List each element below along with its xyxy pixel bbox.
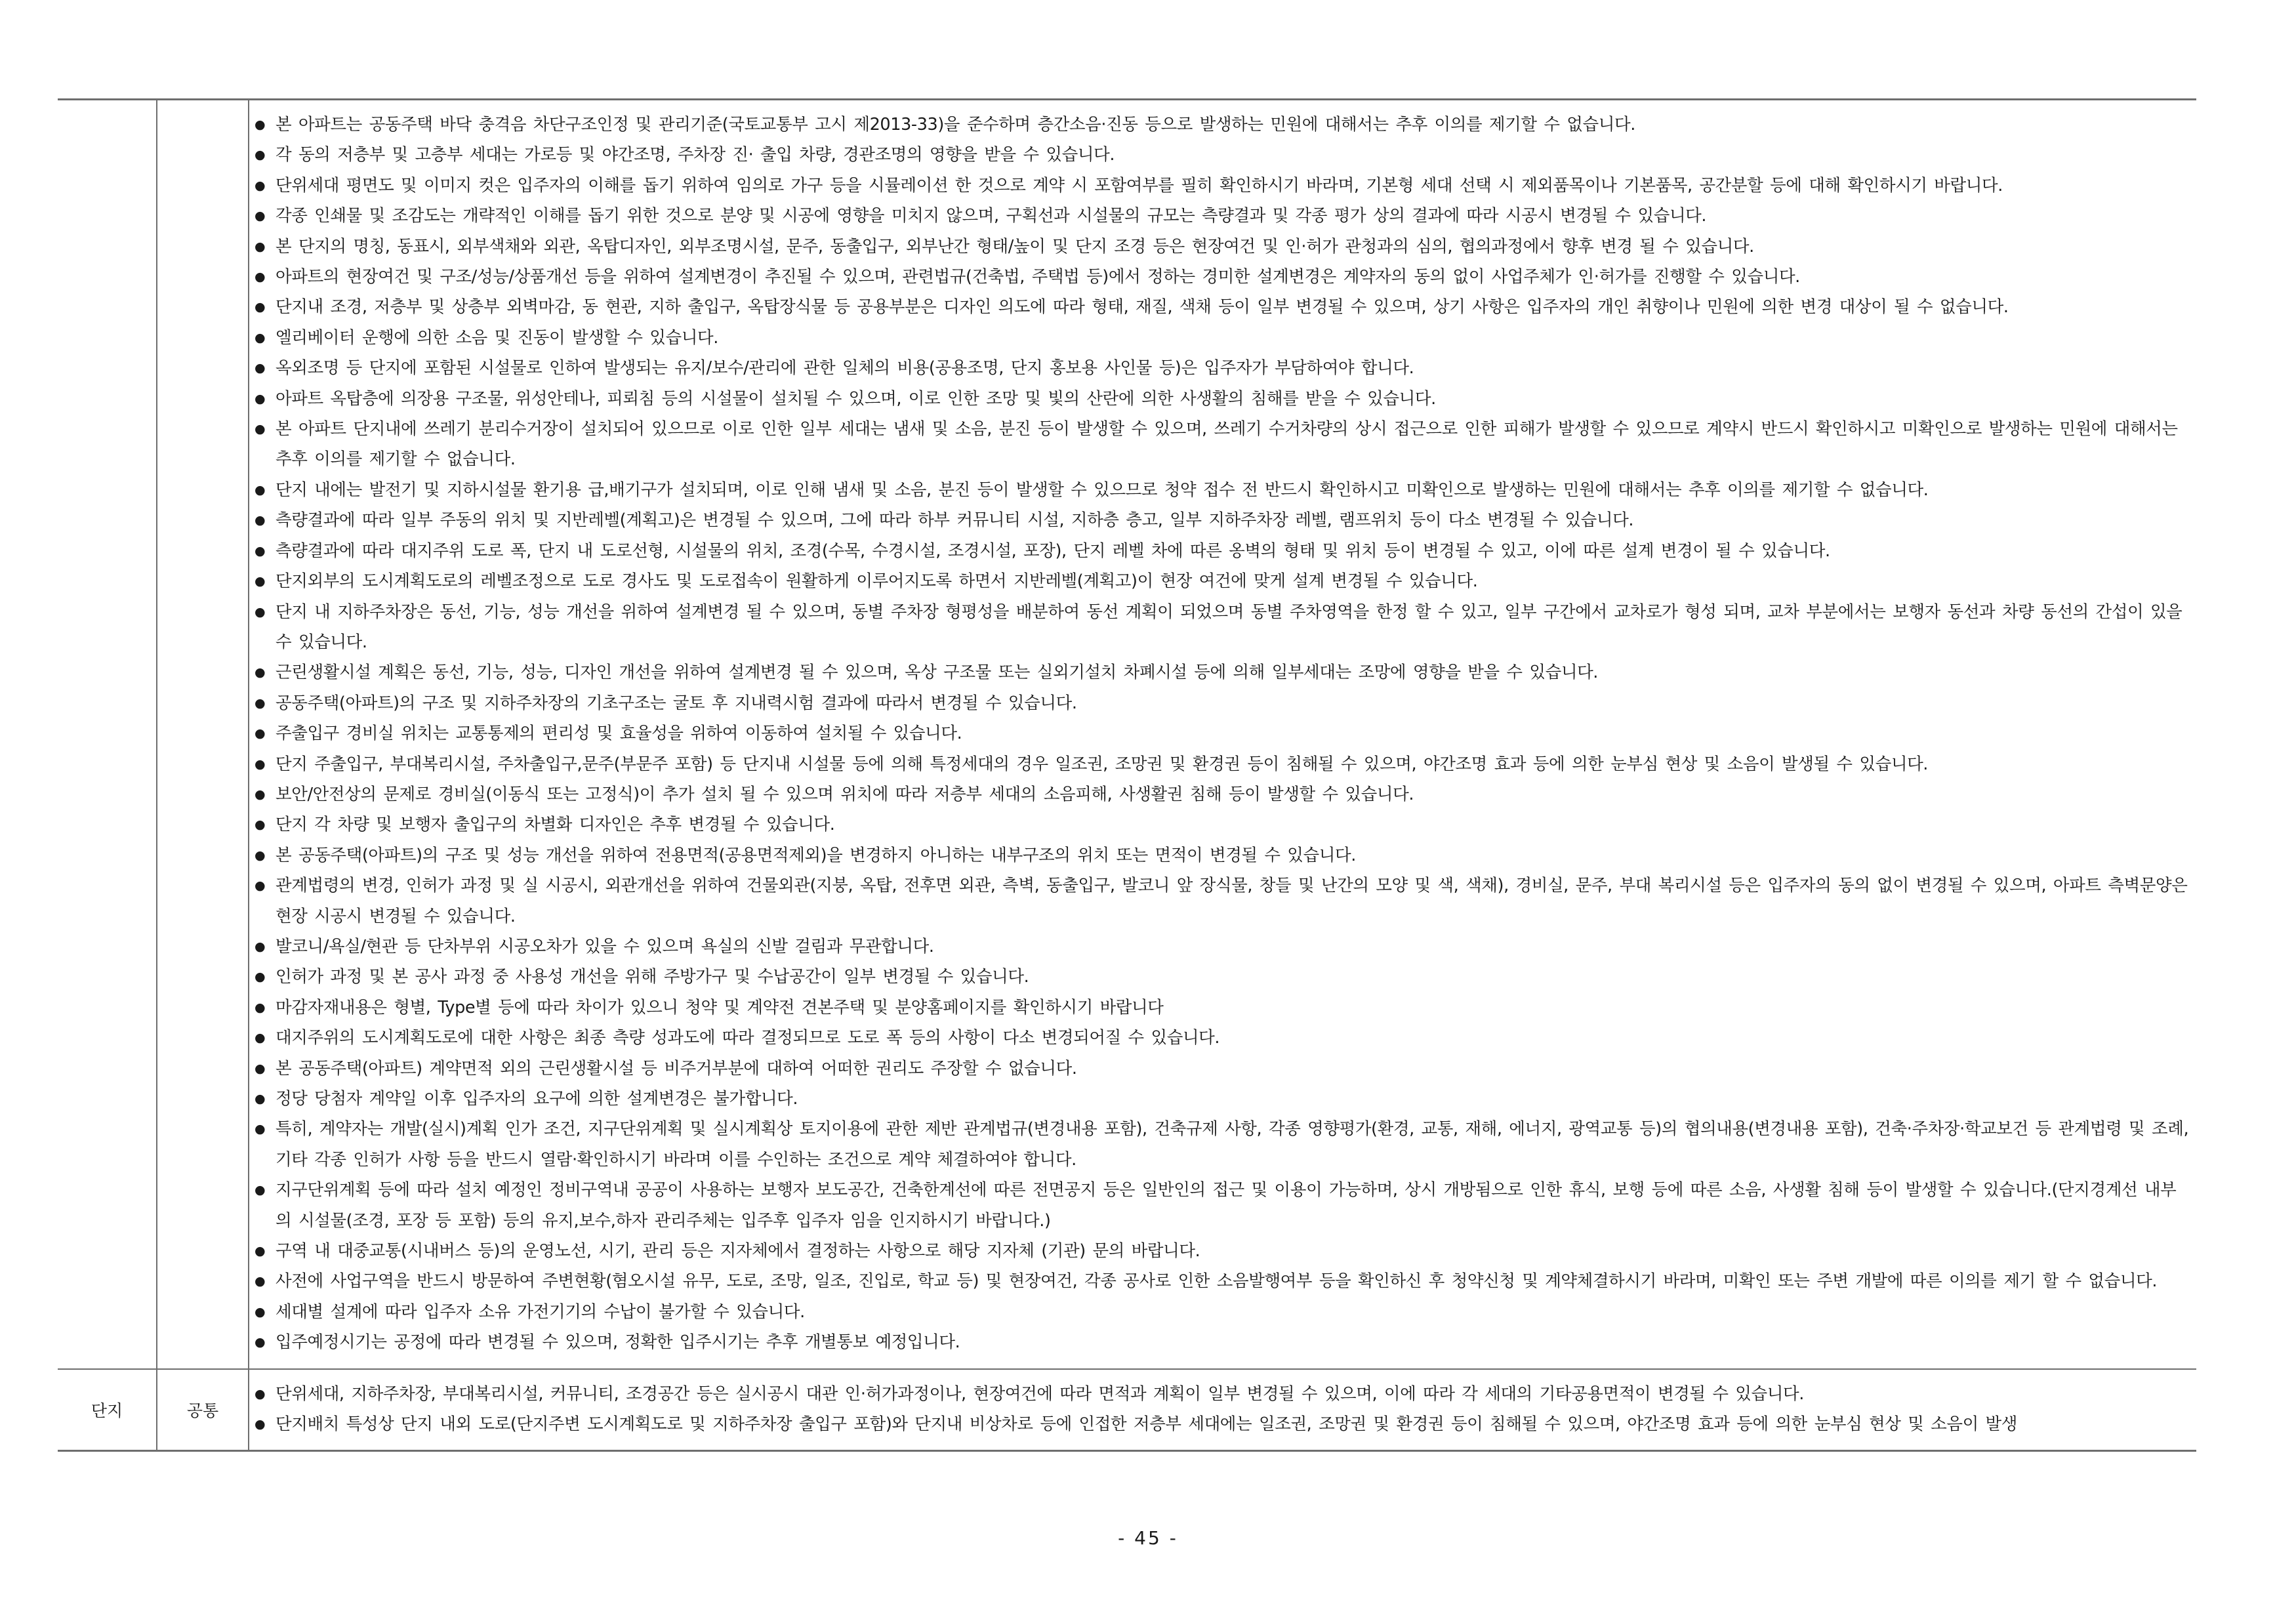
subcategory-cell <box>157 100 249 1369</box>
list-item-text: 단지 각 차량 및 보행자 출입구의 차별화 디자인은 추후 변경될 수 있습니다. <box>276 815 835 835</box>
bullet-icon: ● <box>255 1000 266 1015</box>
bullet-icon: ● <box>255 726 266 741</box>
bullet-icon: ● <box>255 270 266 285</box>
bullet-icon: ● <box>255 361 266 376</box>
list-item <box>255 505 2190 535</box>
list-item-text: 단지내 조경, 저층부 및 상층부 외벽마감, 동 현관, 지하 출입구, 옥탑장식물 등 공용부분은 디자인 의도에 따라 형태, 재질, 색채 등이 일부 변경될 수 있으며, 상기 사항은 입주자의 개인 취향이나 민원에 의한 변경 대상이 될 수 없습니다. <box>276 297 2009 318</box>
list-item <box>255 353 2190 383</box>
list-item-text: 본 단지의 명칭, 동표시, 외부색채와 외관, 옥탑디자인, 외부조명시설, 문주, 동출입구, 외부난간 형태/높이 및 단지 조경 등은 현장여건 및 인·허가 관청과의 심의, 협의과정에서 향후 변경 될 수 있습니다. <box>276 236 1754 256</box>
bullet-icon: ● <box>255 117 266 132</box>
bullet-icon: ● <box>255 1274 266 1289</box>
bullet-icon: ● <box>255 1244 266 1259</box>
list-item <box>255 384 2190 414</box>
list-item-text: 관계법령의 변경, 인허가 과정 및 실 시공시, 외관개선을 위하여 건물외관(지붕, 옥탑, 전후면 외관, 측벽, 동출입구, 발코니 앞 장식물, 창들 및 난간의 모양 및 색, 색채), 경비실, 문주, 부대 복리시설 등은 입주자의 동의 없이 변경될 수 있으며, 아파트 측벽문양은 현장 시공시 변경될 수 있습니다. <box>276 876 2188 926</box>
category-cell <box>58 100 157 1369</box>
list-item <box>255 688 2190 718</box>
list-item-text: 단지 주출입구, 부대복리시설, 주차출입구,문주(부문주 포함) 등 단지내 시설물 등에 의해 특정세대의 경우 일조권, 조망권 및 환경권 등이 침해될 수 있으며, 야간조명 효과 등에 의한 눈부심 현상 및 소음이 발생될 수 있습니다. <box>276 754 1929 774</box>
bullet-icon: ● <box>255 604 266 619</box>
bullet-icon: ● <box>255 970 266 985</box>
list-item <box>255 536 2190 566</box>
list-item-text: 단지 내에는 발전기 및 지하시설물 환기용 급,배기구가 설치되며, 이로 인해 냄새 및 소음, 분진 등이 발생할 수 있으므로 청약 접수 전 반드시 확인하시고 미확인으로 발생하는 민원에 대해서는 추후 이의를 제기할 수 없습니다. <box>276 480 1929 500</box>
list-item <box>255 871 2190 932</box>
list-item <box>255 110 2190 140</box>
bullet-icon: ● <box>255 1122 266 1137</box>
bullet-icon: ● <box>255 239 266 254</box>
list-item-text: 옥외조명 등 단지에 포함된 시설물로 인하여 발생되는 유지/보수/관리에 관한 일체의 비용(공용조명, 단지 홍보용 사인물 등)은 입주자가 부담하여야 합니다. <box>276 358 1414 379</box>
list-item <box>255 749 2190 779</box>
bullet-icon: ● <box>255 330 266 345</box>
bullet-icon: ● <box>255 300 266 315</box>
list-item <box>255 1409 2190 1439</box>
list-item <box>255 1266 2190 1296</box>
list-item <box>255 932 2190 962</box>
list-item-text: 측량결과에 따라 대지주위 도로 폭, 단지 내 도로선형, 시설물의 위치, 조경(수목, 수경시설, 조경시설, 포장), 단지 레벨 차에 따른 옹벽의 형태 및 위치 등이 변경될 수 있고, 이에 따른 설계 변경이 될 수 있습니다. <box>276 541 1830 561</box>
list-item-text: 각종 인쇄물 및 조감도는 개략적인 이해를 돕기 위한 것으로 분양 및 시공에 영향을 미치지 않으며, 구획선과 시설물의 규모는 측량결과 및 각종 평가 상의 결과에 따라 시공시 변경될 수 있습니다. <box>276 206 1707 226</box>
list-item-text: 본 공동주택(아파트)의 구조 및 성능 개선을 위하여 전용면적(공용면적제외)을 변경하지 아니하는 내부구조의 위치 또는 면적이 변경될 수 있습니다. <box>276 845 1356 865</box>
list-item-text: 사전에 사업구역을 반드시 방문하여 주변현황(혐오시설 유무, 도로, 조망, 일조, 진입로, 학교 등) 및 현장여건, 각종 공사로 인한 소음발행여부 등을 확인하신 후 청약신청 및 계약체결하시기 바라며, 미확인 또는 주변 개발에 따른 이의를 제기 할 수 없습니다. <box>276 1271 2158 1292</box>
page-number: - 45 - <box>1118 1527 1178 1549</box>
bullet-icon: ● <box>255 422 266 437</box>
list-item-text: 공동주택(아파트)의 구조 및 지하주차장의 기초구조는 굴토 후 지내력시험 결과에 따라서 변경될 수 있습니다. <box>276 693 1077 713</box>
list-item <box>255 993 2190 1023</box>
list-item-text: 입주예정시기는 공정에 따라 변경될 수 있으며, 정확한 입주시기는 추후 개별통보 예정입니다. <box>276 1332 960 1353</box>
list-item <box>255 232 2190 262</box>
list-item-text: 인허가 과정 및 본 공사 과정 중 사용성 개선을 위해 주방가구 및 수납공간이 일부 변경될 수 있습니다. <box>276 967 1029 987</box>
list-item <box>255 414 2190 475</box>
bullet-icon: ● <box>255 1061 266 1076</box>
list-item <box>255 840 2190 871</box>
bullet-icon: ● <box>255 756 266 771</box>
list-item-text: 세대별 설계에 따라 입주자 소유 가전기기의 수납이 불가할 수 있습니다. <box>276 1302 805 1322</box>
list-item <box>255 718 2190 749</box>
list-item-text: 대지주위의 도시계획도로에 대한 사항은 최종 측량 성과도에 따라 결정되므로 도로 폭 등의 사항이 다소 변경되어질 수 있습니다. <box>276 1028 1220 1048</box>
bullet-icon: ● <box>255 574 266 589</box>
list-item-text: 정당 당첨자 계약일 이후 입주자의 요구에 의한 설계변경은 불가합니다. <box>276 1089 798 1109</box>
bullet-icon: ● <box>255 878 266 893</box>
category-cell: 단지 <box>58 1369 157 1451</box>
bullet-icon: ● <box>255 1092 266 1106</box>
bullet-icon: ● <box>255 665 266 680</box>
bullet-icon: ● <box>255 939 266 954</box>
bullet-icon: ● <box>255 148 266 163</box>
list-item-text: 보안/안전상의 문제로 경비실(이동식 또는 고정식)이 추가 설치 될 수 있으며 위치에 따라 저층부 세대의 소음피해, 사생활권 침해 등이 발생할 수 있습니다. <box>276 784 1414 804</box>
table-row <box>58 1369 2196 1451</box>
list-item-text: 아파트의 현장여건 및 구조/성능/상품개선 등을 위하여 설계변경이 추진될 수 있으며, 관련법규(건축법, 주택법 등)에서 정하는 경미한 설계변경은 계약자의 동의 없이 사업주체가 인·허가를 진행할 수 있습니다. <box>276 267 1800 287</box>
list-item-text: 측량결과에 따라 일부 주동의 위치 및 지반레벨(계획고)은 변경될 수 있으며, 그에 따라 하부 커뮤니티 시설, 지하층 층고, 일부 지하주차장 레벨, 램프위치 등이 다소 변경될 수 있습니다. <box>276 510 1634 531</box>
list-item <box>255 1327 2190 1357</box>
list-item-text: 본 아파트 단지내에 쓰레기 분리수거장이 설치되어 있으므로 이로 인한 일부 세대는 냄새 및 소음, 분진 등이 발생할 수 있으며, 쓰레기 수거차량의 상시 접근으로 인한 피해가 발생할 수 있으므로 계약시 반드시 확인하시고 미확인으로 발생하는 민원에 대해서는 추후 이의를 제기할 수 없습니다. <box>276 419 2178 470</box>
notes-cell <box>249 100 2196 1369</box>
bullet-icon: ● <box>255 1304 266 1319</box>
bullet-icon: ● <box>255 391 266 406</box>
bullet-icon: ● <box>255 543 266 558</box>
list-item <box>255 323 2190 353</box>
bullet-icon: ● <box>255 1335 266 1350</box>
list-item <box>255 1114 2190 1175</box>
list-item-text: 마감자재내용은 형별, Type별 등에 따라 차이가 있으니 청약 및 계약전 견본주택 및 분양홈페이지를 확인하시기 바랍니다 <box>276 997 1164 1017</box>
bullet-icon: ● <box>255 1183 266 1198</box>
list-item <box>255 201 2190 231</box>
bullet-icon: ● <box>255 787 266 802</box>
bullet-icon: ● <box>255 1417 266 1432</box>
bullet-icon: ● <box>255 817 266 832</box>
list-item-text: 단위세대, 지하주차장, 부대복리시설, 커뮤니티, 조경공간 등은 실시공시 대관 인·허가과정이나, 현장여건에 따라 면적과 계획이 일부 변경될 수 있으며, 이에 따라 각 세대의 기타공용면적이 변경될 수 있습니다. <box>276 1384 1804 1404</box>
subcategory-cell: 공통 <box>157 1369 249 1451</box>
notes-list <box>249 1370 2196 1450</box>
list-item <box>255 566 2190 596</box>
list-item-text: 아파트 옥탑층에 의장용 구조물, 위성안테나, 피뢰침 등의 시설물이 설치될 수 있으며, 이로 인한 조망 및 빛의 산란에 의한 사생활의 침해를 받을 수 있습니다. <box>276 388 1436 409</box>
bullet-icon: ● <box>255 209 266 224</box>
list-item-text: 구역 내 대중교통(시내버스 등)의 운영노선, 시기, 관리 등은 지자체에서 결정하는 사항으로 해당 지자체 (기관) 문의 바랍니다. <box>276 1241 1200 1262</box>
list-item-text: 근린생활시설 계획은 동선, 기능, 성능, 디자인 개선을 위하여 설계변경 될 수 있으며, 옥상 구조물 또는 실외기설치 차폐시설 등에 의해 일부세대는 조망에 영향을 받을 수 있습니다. <box>276 663 1599 683</box>
list-item <box>255 1084 2190 1114</box>
list-item-text: 특히, 계약자는 개발(실시)계획 인가 조건, 지구단위계획 및 실시계획상 토지이용에 관한 제반 관계법규(변경내용 포함), 건축규제 사항, 각종 영향평가(환경, 교통, 재해, 에너지, 광역교통 등)의 협의내용(변경내용 포함), 건축·주차장·학교보건 등 관계법령 및 조례, 기타 각종 인허가 사항 등을 반드시 열람·확인하시기 바라며 이를 수인하는 조건으로 계약 체결하여야 합니다. <box>276 1119 2189 1170</box>
list-item <box>255 1297 2190 1327</box>
list-item-text: 지구단위계획 등에 따라 설치 예정인 정비구역내 공공이 사용하는 보행자 보도공간, 건축한계선에 따른 전면공지 등은 일반인의 접근 및 이용이 가능하며, 상시 개방됨으로 인한 휴식, 보행 등에 따른 소음, 사생활 침해 등이 발생할 수 있습니다.(단지경계선 내부의 시설물(조경, 포장 등 포함) 등의 유지,보수,하자 관리주체는 입주후 입주자 임을 인지하시기 바랍니다.) <box>276 1180 2177 1231</box>
bullet-icon: ● <box>255 1386 266 1401</box>
list-item-text: 각 동의 저층부 및 고층부 세대는 가로등 및 야간조명, 주차장 진· 출입 차량, 경관조명의 영향을 받을 수 있습니다. <box>276 145 1115 165</box>
list-item-text: 단지배치 특성상 단지 내외 도로(단지주변 도시계획도로 및 지하주차장 출입구 포함)와 단지내 비상차로 등에 인접한 저층부 세대에는 일조권, 조망권 및 환경권 등이 침해될 수 있으며, 야간조명 효과 등에 의한 눈부심 현상 및 소음이 발생 <box>276 1414 2017 1435</box>
bullet-icon: ● <box>255 178 266 193</box>
list-item <box>255 262 2190 292</box>
bullet-icon: ● <box>255 848 266 863</box>
list-item <box>255 597 2190 658</box>
notes-cell <box>249 1369 2196 1451</box>
list-item <box>255 810 2190 840</box>
bullet-icon: ● <box>255 695 266 710</box>
list-item-text: 단지 내 지하주차장은 동선, 기능, 성능 개선을 위하여 설계변경 될 수 있으며, 동별 주차장 형평성을 배분하여 동선 계획이 되었으며 동별 주차영역을 한정 할 수 있고, 일부 구간에서 교차로가 형성 되며, 교차 부분에서는 보행자 동선과 차량 동선의 간섭이 있을 수 있습니다. <box>276 602 2183 652</box>
bullet-icon: ● <box>255 482 266 497</box>
list-item-text: 단지외부의 도시계획도로의 레벨조정으로 도로 경사도 및 도로접속이 원활하게 이루어지도록 하면서 지반레벨(계획고)이 현장 여건에 맞게 설계 변경될 수 있습니다. <box>276 571 1478 592</box>
list-item <box>255 171 2190 201</box>
list-item <box>255 1175 2190 1236</box>
list-item <box>255 1379 2190 1409</box>
list-item-text: 본 아파트는 공동주택 바닥 충격음 차단구조인정 및 관리기준(국토교통부 고시 제2013-33)을 준수하며 층간소음·진동 등으로 발생하는 민원에 대해서는 추후 이의를 제기할 수 없습니다. <box>276 115 1635 134</box>
list-item <box>255 1236 2190 1266</box>
list-item-text: 발코니/욕실/현관 등 단차부위 시공오차가 있을 수 있으며 욕실의 신발 걸림과 무관합니다. <box>276 936 934 956</box>
list-item <box>255 292 2190 322</box>
table-row <box>58 100 2196 1369</box>
list-item-text: 주출입구 경비실 위치는 교통통제의 편리성 및 효율성을 위하여 이동하여 설치될 수 있습니다. <box>276 724 962 744</box>
list-item <box>255 1023 2190 1053</box>
list-item-text: 엘리베이터 운행에 의한 소음 및 진동이 발생할 수 있습니다. <box>276 327 718 348</box>
list-item <box>255 657 2190 687</box>
list-item <box>255 779 2190 810</box>
list-item-text: 단위세대 평면도 및 이미지 컷은 입주자의 이해를 돕기 위하여 임의로 가구 등을 시뮬레이션 한 것으로 계약 시 포함여부를 필히 확인하시기 바라며, 기본형 세대 선택 시 제외품목이나 기본품목, 공간분할 등에 대해 확인하시기 바랍니다. <box>276 175 2003 195</box>
bullet-icon: ● <box>255 1031 266 1046</box>
notice-table <box>58 98 2196 1452</box>
list-item <box>255 962 2190 992</box>
bullet-icon: ● <box>255 513 266 528</box>
list-item <box>255 140 2190 170</box>
notes-list <box>249 100 2196 1368</box>
list-item <box>255 1054 2190 1084</box>
list-item-text: 본 공동주택(아파트) 계약면적 외의 근린생활시설 등 비주거부분에 대하여 어떠한 권리도 주장할 수 없습니다. <box>276 1058 1077 1078</box>
list-item <box>255 475 2190 505</box>
